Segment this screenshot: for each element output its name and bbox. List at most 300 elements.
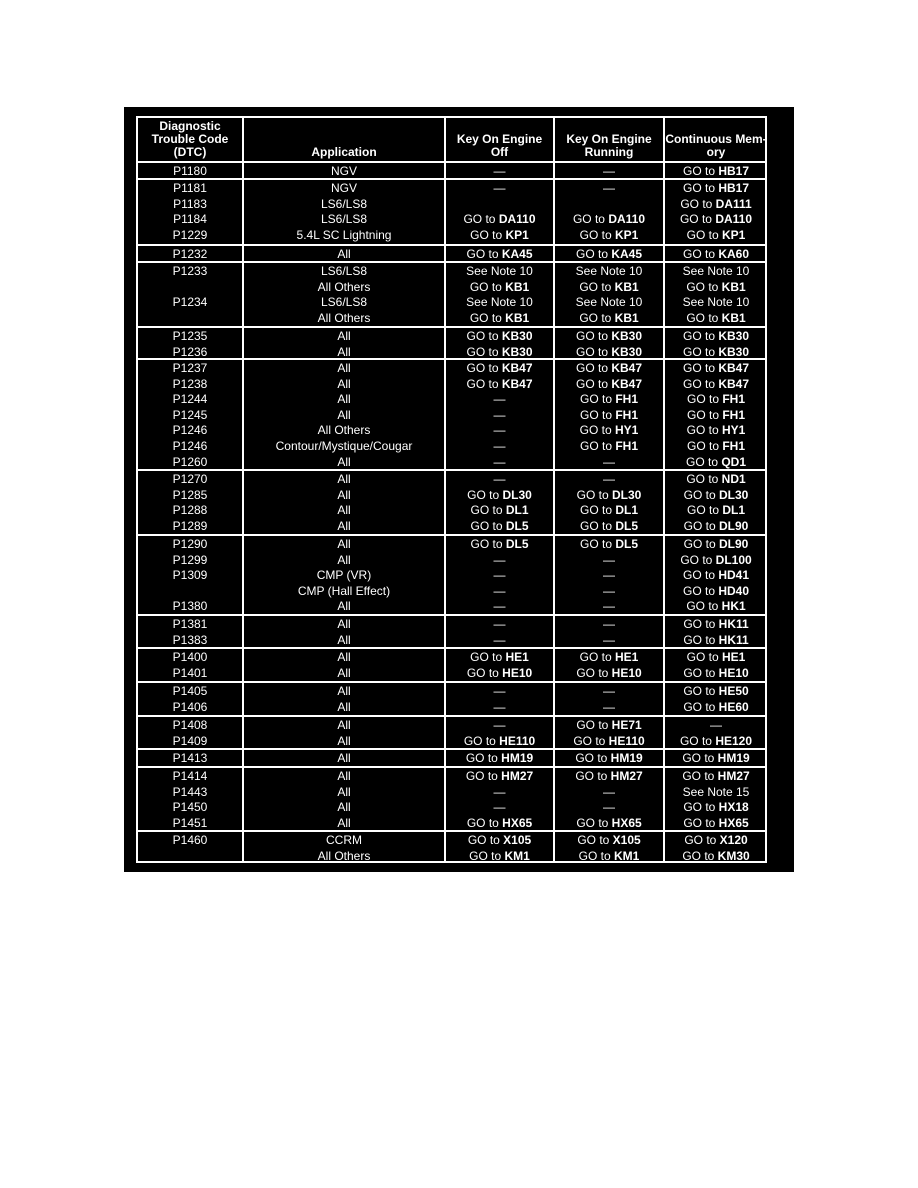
pinpoint-test-code: DL5 bbox=[505, 537, 529, 551]
table-row bbox=[138, 455, 765, 471]
dtc-cell: P1405 bbox=[172, 684, 208, 698]
continuous-memory-cell: GO to DL90 bbox=[683, 518, 749, 533]
dtc-cell: P1184 bbox=[173, 212, 207, 227]
koeo-cell: — bbox=[493, 181, 506, 195]
koer-cell: See Note 10 bbox=[575, 295, 643, 310]
dtc-cell: P1180 bbox=[173, 164, 207, 178]
continuous-memory-cell: GO to HX18 bbox=[683, 800, 749, 815]
table-row bbox=[138, 553, 765, 569]
pinpoint-test-code: KM1 bbox=[614, 848, 640, 863]
koeo-cell: GO to HE1 bbox=[470, 650, 529, 664]
dtc-cell: P1237 bbox=[172, 361, 208, 375]
dtc-cell: P1380 bbox=[172, 599, 208, 614]
koer-cell: — bbox=[603, 164, 615, 178]
application-cell: All bbox=[337, 650, 351, 664]
dtc-cell: P1443 bbox=[172, 784, 208, 799]
pinpoint-test-code: FH1 bbox=[615, 407, 638, 422]
koeo-cell: GO to HM19 bbox=[465, 751, 534, 765]
table-row bbox=[138, 392, 765, 408]
row-group bbox=[138, 717, 765, 750]
continuous-memory-cell: GO to HB17 bbox=[682, 181, 750, 195]
header-line: Application bbox=[311, 145, 377, 159]
pinpoint-test-code: KB47 bbox=[501, 376, 533, 391]
table-row bbox=[138, 666, 765, 682]
row-group bbox=[138, 163, 765, 180]
application-cell: All bbox=[337, 247, 351, 261]
pinpoint-test-code: HY1 bbox=[722, 423, 746, 438]
koeo-cell: GO to KB47 bbox=[466, 361, 533, 375]
table-row bbox=[138, 503, 765, 519]
koeo-cell: GO to KB1 bbox=[469, 310, 530, 325]
koer-cell: GO to DA110 bbox=[572, 212, 646, 227]
pinpoint-test-code: KB1 bbox=[614, 310, 639, 325]
application-cell: All bbox=[337, 617, 351, 631]
application-cell: All bbox=[337, 815, 351, 830]
koer-cell: — bbox=[603, 552, 615, 567]
table-row bbox=[138, 264, 765, 280]
pinpoint-test-code: KB1 bbox=[614, 279, 639, 294]
dtc-cell: P1245 bbox=[172, 407, 208, 422]
pinpoint-test-code: HK11 bbox=[718, 632, 749, 647]
koeo-cell: GO to HX65 bbox=[466, 815, 533, 830]
koeo-cell: — bbox=[493, 392, 506, 407]
table-row bbox=[138, 311, 765, 327]
table-row bbox=[138, 769, 765, 785]
pinpoint-test-code: KP1 bbox=[615, 227, 639, 242]
continuous-memory-cell: GO to X120 bbox=[684, 833, 748, 847]
koer-cell: GO to KB47 bbox=[575, 376, 643, 391]
dtc-cell: P1408 bbox=[172, 718, 208, 732]
koeo-cell: — bbox=[493, 568, 506, 583]
application-cell: 5.4L SC Lightning bbox=[296, 227, 392, 242]
koeo-cell: — bbox=[493, 784, 506, 799]
header-continuous-memory bbox=[665, 133, 767, 159]
dtc-cell: P1229 bbox=[172, 227, 208, 242]
table-row bbox=[138, 439, 765, 455]
dtc-cell: P1246 bbox=[172, 438, 208, 453]
koer-cell: GO to HM19 bbox=[575, 751, 643, 765]
pinpoint-test-code: FH1 bbox=[615, 438, 638, 453]
header-line: Off bbox=[490, 145, 509, 159]
application-cell: All bbox=[337, 344, 351, 359]
header-application bbox=[244, 146, 444, 159]
continuous-memory-cell: See Note 10 bbox=[682, 264, 750, 278]
table-row bbox=[138, 650, 765, 666]
row-group bbox=[138, 246, 765, 263]
koer-cell: — bbox=[603, 699, 615, 714]
table-row bbox=[138, 833, 765, 849]
koer-cell: GO to HE71 bbox=[576, 718, 642, 732]
continuous-memory-cell: GO to FH1 bbox=[686, 438, 745, 453]
application-cell: All bbox=[337, 518, 351, 533]
application-cell: All bbox=[337, 552, 351, 567]
continuous-memory-cell: GO to HB17 bbox=[682, 164, 750, 178]
dtc-table bbox=[136, 116, 767, 863]
pinpoint-test-code: HD40 bbox=[718, 583, 750, 598]
pinpoint-test-code: HD41 bbox=[718, 568, 750, 583]
dtc-cell: P1451 bbox=[172, 815, 208, 830]
koer-cell: See Note 10 bbox=[575, 264, 643, 278]
application-cell: All bbox=[337, 329, 351, 343]
pinpoint-test-code: X105 bbox=[503, 833, 532, 847]
pinpoint-test-code: HM19 bbox=[501, 751, 534, 765]
application-cell: All bbox=[337, 699, 351, 714]
table-row bbox=[138, 361, 765, 377]
application-cell: All bbox=[337, 503, 351, 518]
koer-cell: GO to DL1 bbox=[579, 503, 638, 518]
pinpoint-test-code: X105 bbox=[612, 833, 641, 847]
koeo-cell: GO to DL1 bbox=[470, 503, 529, 518]
continuous-memory-cell: GO to KP1 bbox=[686, 227, 746, 242]
table-row bbox=[138, 537, 765, 553]
pinpoint-test-code: DL90 bbox=[719, 518, 749, 533]
koeo-cell: GO to KB1 bbox=[469, 279, 530, 294]
row-group bbox=[138, 616, 765, 649]
application-cell: All bbox=[337, 733, 351, 748]
koeo-cell: GO to KP1 bbox=[470, 227, 529, 242]
application-cell: All bbox=[337, 784, 351, 799]
continuous-memory-cell: GO to HK11 bbox=[683, 632, 749, 647]
pinpoint-test-code: HE10 bbox=[718, 665, 749, 680]
koer-cell: GO to HY1 bbox=[579, 423, 639, 438]
table-row bbox=[138, 633, 765, 649]
row-group bbox=[138, 750, 765, 768]
koer-cell: GO to KB1 bbox=[579, 310, 639, 325]
koer-cell: GO to KP1 bbox=[579, 227, 639, 242]
koer-cell: GO to X105 bbox=[577, 833, 641, 847]
application-cell: CMP (VR) bbox=[316, 568, 372, 583]
koeo-cell: — bbox=[493, 454, 506, 469]
header-line: Key On Engine bbox=[566, 132, 652, 146]
continuous-memory-cell: GO to KB30 bbox=[682, 344, 750, 359]
pinpoint-test-code: HB17 bbox=[718, 164, 750, 178]
dtc-cell: P1238 bbox=[172, 376, 208, 391]
koer-cell: GO to HM27 bbox=[575, 769, 643, 783]
pinpoint-test-code: HK1 bbox=[721, 599, 746, 614]
koeo-cell: GO to DA110 bbox=[463, 212, 536, 227]
continuous-memory-cell: GO to HD41 bbox=[682, 568, 750, 583]
header-line: Continuous Mem- bbox=[665, 132, 767, 146]
continuous-memory-cell: GO to FH1 bbox=[686, 407, 745, 422]
row-group bbox=[138, 536, 765, 616]
dtc-cell: P1183 bbox=[173, 196, 207, 211]
continuous-memory-cell: GO to FH1 bbox=[686, 392, 745, 407]
application-cell: All bbox=[337, 599, 351, 614]
pinpoint-test-code: KB1 bbox=[721, 310, 746, 325]
koer-cell: — bbox=[603, 684, 615, 698]
koer-cell: GO to FH1 bbox=[579, 407, 638, 422]
dtc-cell: P1232 bbox=[172, 247, 208, 261]
table-row bbox=[138, 197, 765, 213]
pinpoint-test-code: DL30 bbox=[719, 487, 749, 502]
application-cell: CCRM bbox=[326, 833, 362, 847]
pinpoint-test-code: DL1 bbox=[615, 503, 638, 518]
koer-cell: GO to HE110 bbox=[573, 733, 645, 748]
application-cell: All Others bbox=[317, 423, 371, 438]
pinpoint-test-code: KA45 bbox=[501, 247, 533, 261]
application-cell: NGV bbox=[330, 164, 357, 178]
continuous-memory-cell: GO to KM30 bbox=[682, 848, 750, 863]
table-row bbox=[138, 568, 765, 584]
header-line: ory bbox=[706, 145, 726, 159]
koeo-cell: GO to KB47 bbox=[466, 376, 533, 391]
continuous-memory-cell: GO to QD1 bbox=[685, 454, 747, 469]
pinpoint-test-code: HM19 bbox=[610, 751, 643, 765]
application-cell: All bbox=[337, 454, 351, 469]
table-row bbox=[138, 718, 765, 734]
table-body bbox=[138, 163, 765, 861]
pinpoint-test-code: DA111 bbox=[715, 196, 752, 211]
application-cell: CMP (Hall Effect) bbox=[297, 583, 391, 598]
pinpoint-test-code: DL5 bbox=[505, 518, 529, 533]
application-cell: All bbox=[337, 665, 351, 680]
dtc-cell: P1383 bbox=[172, 632, 208, 647]
table-row bbox=[138, 584, 765, 600]
koeo-cell: — bbox=[493, 407, 506, 422]
application-cell: All bbox=[337, 684, 351, 698]
row-group bbox=[138, 180, 765, 246]
dtc-cell: P1233 bbox=[172, 264, 208, 278]
continuous-memory-cell: GO to HK1 bbox=[686, 599, 746, 614]
dtc-cell: P1309 bbox=[172, 568, 208, 583]
application-cell: All bbox=[337, 751, 351, 765]
application-cell: All bbox=[337, 718, 351, 732]
continuous-memory-cell: GO to HM19 bbox=[682, 751, 750, 765]
application-cell: All bbox=[337, 472, 351, 486]
table-row bbox=[138, 785, 765, 801]
table-row bbox=[138, 345, 765, 361]
pinpoint-test-code: DL90 bbox=[719, 537, 749, 551]
pinpoint-test-code: HE1 bbox=[505, 650, 529, 664]
pinpoint-test-code: KP1 bbox=[722, 227, 746, 242]
row-group bbox=[138, 683, 765, 717]
application-cell: All bbox=[337, 487, 351, 502]
koeo-cell: — bbox=[493, 552, 506, 567]
header-koer bbox=[555, 133, 663, 159]
application-cell: All bbox=[337, 407, 351, 422]
koeo-cell: See Note 10 bbox=[466, 264, 533, 278]
pinpoint-test-code: DL5 bbox=[615, 537, 638, 551]
table-row bbox=[138, 519, 765, 535]
continuous-memory-cell: GO to HE10 bbox=[683, 665, 749, 680]
pinpoint-test-code: HX65 bbox=[718, 815, 749, 830]
pinpoint-test-code: KB30 bbox=[718, 344, 750, 359]
pinpoint-test-code: KB30 bbox=[501, 329, 533, 343]
table-row bbox=[138, 181, 765, 197]
application-cell: All bbox=[337, 376, 351, 391]
dtc-cell: P1244 bbox=[172, 392, 208, 407]
koer-cell: GO to DL5 bbox=[579, 537, 638, 551]
koer-cell: GO to HE1 bbox=[579, 650, 639, 664]
header-line: Trouble Code bbox=[151, 132, 229, 146]
koer-cell: GO to FH1 bbox=[579, 392, 638, 407]
koeo-cell: — bbox=[493, 599, 506, 614]
koer-cell: GO to DL5 bbox=[579, 518, 638, 533]
application-cell: All bbox=[337, 392, 351, 407]
header-line: (DTC) bbox=[173, 145, 207, 159]
continuous-memory-cell: GO to ND1 bbox=[686, 472, 746, 486]
koer-cell: — bbox=[603, 599, 615, 614]
dtc-cell: P1289 bbox=[172, 518, 208, 533]
koeo-cell: — bbox=[493, 617, 506, 631]
continuous-memory-cell: GO to HK11 bbox=[683, 617, 749, 631]
pinpoint-test-code: DL5 bbox=[615, 518, 638, 533]
application-cell: NGV bbox=[330, 181, 357, 195]
koeo-cell: See Note 10 bbox=[466, 295, 533, 310]
header-dtc bbox=[138, 120, 242, 159]
koeo-cell: GO to DL30 bbox=[467, 487, 532, 502]
table-row bbox=[138, 228, 765, 244]
pinpoint-test-code: HM27 bbox=[501, 769, 534, 783]
pinpoint-test-code: HE60 bbox=[718, 699, 749, 714]
application-cell: Contour/Mystique/Cougar bbox=[275, 438, 413, 453]
koeo-cell: — bbox=[493, 632, 506, 647]
table-row bbox=[138, 599, 765, 615]
row-group bbox=[138, 832, 765, 906]
table-row bbox=[138, 488, 765, 504]
table-row bbox=[138, 295, 765, 311]
koer-cell: GO to KB1 bbox=[579, 279, 639, 294]
pinpoint-test-code: HX65 bbox=[502, 815, 533, 830]
koer-cell: GO to DL30 bbox=[576, 487, 642, 502]
pinpoint-test-code: KB47 bbox=[611, 376, 643, 391]
table-row bbox=[138, 684, 765, 700]
pinpoint-test-code: HE10 bbox=[502, 665, 533, 680]
continuous-memory-cell: GO to DA111 bbox=[680, 196, 752, 211]
pinpoint-test-code: HM27 bbox=[717, 769, 750, 783]
application-cell: All Others bbox=[317, 310, 371, 325]
dtc-cell: P1413 bbox=[172, 751, 208, 765]
header-line: Diagnostic bbox=[159, 119, 221, 133]
continuous-memory-cell: GO to DL100 bbox=[680, 552, 752, 567]
pinpoint-test-code: HX18 bbox=[718, 800, 749, 815]
table-header bbox=[138, 118, 765, 163]
koer-cell: — bbox=[603, 583, 615, 598]
pinpoint-test-code: HE10 bbox=[611, 665, 642, 680]
pinpoint-test-code: KB30 bbox=[611, 344, 643, 359]
koer-cell: — bbox=[603, 617, 615, 631]
pinpoint-test-code: DL30 bbox=[612, 487, 642, 502]
koer-cell: GO to FH1 bbox=[579, 438, 638, 453]
continuous-memory-cell: See Note 15 bbox=[682, 784, 750, 799]
application-cell: LS6/LS8 bbox=[320, 212, 368, 227]
pinpoint-test-code: DL1 bbox=[722, 503, 745, 518]
pinpoint-test-code: HE50 bbox=[718, 684, 749, 698]
application-cell: All Others bbox=[317, 279, 371, 294]
koeo-cell: GO to X105 bbox=[467, 833, 532, 847]
pinpoint-test-code: DA110 bbox=[498, 212, 536, 227]
koeo-cell: — bbox=[493, 684, 506, 698]
dtc-cell: P1181 bbox=[173, 181, 207, 195]
table-row bbox=[138, 472, 765, 488]
koeo-cell: — bbox=[493, 718, 506, 732]
dtc-cell: P1234 bbox=[172, 295, 208, 310]
dtc-cell: P1409 bbox=[172, 733, 208, 748]
dtc-cell: P1381 bbox=[172, 617, 208, 631]
koeo-cell: GO to DL5 bbox=[470, 518, 529, 533]
koer-cell: GO to KM1 bbox=[578, 848, 640, 863]
dtc-cell: P1401 bbox=[172, 665, 208, 680]
pinpoint-test-code: FH1 bbox=[615, 392, 638, 407]
pinpoint-test-code: HE1 bbox=[722, 650, 746, 664]
table-row bbox=[138, 734, 765, 750]
koer-cell: GO to HE10 bbox=[576, 665, 642, 680]
dtc-cell: P1450 bbox=[172, 800, 208, 815]
continuous-memory-cell: GO to KA60 bbox=[682, 247, 750, 261]
table-row bbox=[138, 280, 765, 296]
pinpoint-test-code: KB30 bbox=[501, 344, 533, 359]
pinpoint-test-code: FH1 bbox=[722, 438, 745, 453]
continuous-memory-cell: GO to DL90 bbox=[683, 537, 749, 551]
koer-cell: — bbox=[603, 632, 615, 647]
pinpoint-test-code: HX65 bbox=[611, 815, 642, 830]
koer-cell: — bbox=[603, 568, 615, 583]
table-row bbox=[138, 212, 765, 228]
continuous-memory-cell: GO to KB1 bbox=[686, 310, 746, 325]
dtc-cell: P1414 bbox=[172, 769, 208, 783]
table-row bbox=[138, 849, 765, 865]
pinpoint-test-code: KB47 bbox=[718, 376, 750, 391]
pinpoint-test-code: HE1 bbox=[615, 650, 639, 664]
row-group bbox=[138, 471, 765, 536]
pinpoint-test-code: HE120 bbox=[715, 733, 753, 748]
pinpoint-test-code: HB17 bbox=[718, 181, 750, 195]
dtc-cell: P1400 bbox=[172, 650, 208, 664]
continuous-memory-cell: GO to HY1 bbox=[686, 423, 746, 438]
dtc-cell: P1235 bbox=[172, 329, 208, 343]
koeo-cell: — bbox=[493, 423, 506, 438]
application-cell: All bbox=[337, 632, 351, 647]
pinpoint-test-code: HE110 bbox=[499, 733, 536, 748]
koer-cell: — bbox=[603, 800, 615, 815]
header-line: Key On Engine bbox=[456, 132, 543, 146]
table-row bbox=[138, 423, 765, 439]
pinpoint-test-code: HM19 bbox=[717, 751, 750, 765]
table-row bbox=[138, 377, 765, 393]
koeo-cell: GO to HM27 bbox=[465, 769, 534, 783]
pinpoint-test-code: KB1 bbox=[505, 310, 530, 325]
row-group bbox=[138, 263, 765, 328]
continuous-memory-cell: GO to KB1 bbox=[686, 279, 746, 294]
table-row bbox=[138, 800, 765, 816]
dtc-cell: P1290 bbox=[172, 537, 208, 551]
continuous-memory-cell: See Note 10 bbox=[682, 295, 750, 310]
pinpoint-test-code: KM1 bbox=[504, 848, 530, 863]
continuous-memory-cell: GO to DA110 bbox=[679, 212, 753, 227]
koer-cell: GO to KB30 bbox=[575, 329, 643, 343]
pinpoint-test-code: DL30 bbox=[502, 487, 532, 502]
dtc-table-image bbox=[124, 107, 794, 872]
koeo-cell: GO to KM1 bbox=[469, 848, 530, 863]
koeo-cell: GO to HE10 bbox=[466, 665, 533, 680]
pinpoint-test-code: HY1 bbox=[615, 423, 639, 438]
pinpoint-test-code: KB1 bbox=[721, 279, 746, 294]
continuous-memory-cell: GO to KB47 bbox=[682, 376, 750, 391]
koeo-cell: — bbox=[493, 438, 506, 453]
pinpoint-test-code: QD1 bbox=[721, 454, 747, 469]
application-cell: LS6/LS8 bbox=[320, 264, 368, 278]
dtc-cell: P1288 bbox=[172, 503, 208, 518]
application-cell: LS6/LS8 bbox=[320, 196, 368, 211]
dtc-cell: P1406 bbox=[172, 699, 208, 714]
koeo-cell: — bbox=[493, 699, 506, 714]
table-row bbox=[138, 247, 765, 263]
pinpoint-test-code: KB47 bbox=[718, 361, 750, 375]
pinpoint-test-code: KA60 bbox=[718, 247, 750, 261]
koer-cell: — bbox=[603, 181, 615, 195]
continuous-memory-cell: GO to HE60 bbox=[683, 699, 749, 714]
pinpoint-test-code: KM30 bbox=[717, 848, 750, 863]
